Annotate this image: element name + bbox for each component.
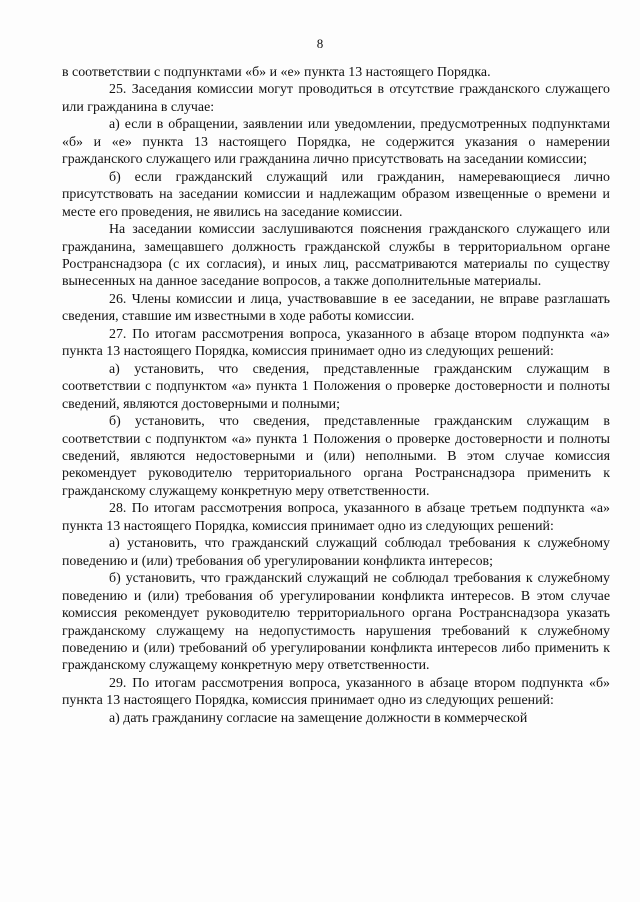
paragraph: б) если гражданский служащий или гражданин, намеревающиеся лично присутствовать на заседании комиссии и надлежащим образом извещенные о времени и месте его проведения, не явились на заседание комиссии. (62, 169, 610, 220)
paragraph: На заседании комиссии заслушиваются пояснения гражданского служащего или гражданина, замещавшего должность гражданской службы в территориальном органе Ространснадзора (с их согласия), и иных лиц, рассматриваются материалы по существу вынесенных на данное заседание вопросов, а также дополнительные материалы. (62, 222, 610, 290)
document-body (62, 64, 610, 727)
paragraph: б) установить, что гражданский служащий не соблюдал требования к служебному поведению и (или) требования об урегулировании конфликта интересов. В этом случае комиссия рекомендует руководителю территориального органа Ространснадзора указать гражданскому служащему на недопустимость нарушения требований к служебному поведению и (или) требований об урегулировании конфликта интересов либо применить к гражданскому служащему конкретную меру ответственности. (62, 571, 610, 674)
paragraph: 27. По итогам рассмотрения вопроса, указанного в абзаце втором подпункта «а» пункта 13 настоящего Порядка, комиссия принимает одно из следующих решений: (62, 326, 610, 360)
paragraph: 28. По итогам рассмотрения вопроса, указанного в абзаце третьем подпункта «а» пункта 13 настоящего Порядка, комиссия принимает одно из следующих решений: (62, 501, 610, 534)
paragraph: в соответствии с подпунктами «б» и «е» пункта 13 настоящего Порядка. (62, 65, 491, 80)
paragraph: а) установить, что гражданский служащий соблюдал требования к служебному поведению и (или) требования об урегулировании конфликта интересов; (62, 536, 610, 569)
paragraph: а) дать гражданину согласие на замещение должности в коммерческой (109, 710, 528, 726)
paragraph: 29. По итогам рассмотрения вопроса, указанного в абзаце втором подпункта «б» пункта 13 настоящего Порядка, комиссия принимает одно из следующих решений: (62, 675, 610, 709)
page-number: 8 (316, 36, 324, 51)
paragraph: а) если в обращении, заявлении или уведомлении, предусмотренных подпунктами «б» и «е» пункта 13 настоящего Порядка, не содержится указания о намерении гражданского служащего или гражданина лично присутствовать на заседании комиссии; (62, 117, 610, 168)
paragraph: б) установить, что сведения, представленные гражданским служащим в соответствии с подпунктом «а» пункта 1 Положения о проверке достоверности и полноты сведений, являются недостоверными и (или) неполными. В этом случае комиссия рекомендует руководителю территориального органа Ространснадзора применить к гражданскому служащему конкретную меру ответственности. (62, 414, 610, 499)
paragraph: 26. Члены комиссии и лица, участвовавшие в ее заседании, не вправе разглашать сведения, ставшие им известными в ходе работы комиссии. (62, 291, 610, 325)
paragraph: 25. Заседания комиссии могут проводиться в отсутствие гражданского служащего или гражданина в случае: (62, 82, 610, 115)
paragraph: а) установить, что сведения, представленные гражданским служащим в соответствии с подпунктом «а» пункта 1 Положения о проверке достоверности и полноты сведений, являются достоверными и полными; (62, 361, 610, 412)
